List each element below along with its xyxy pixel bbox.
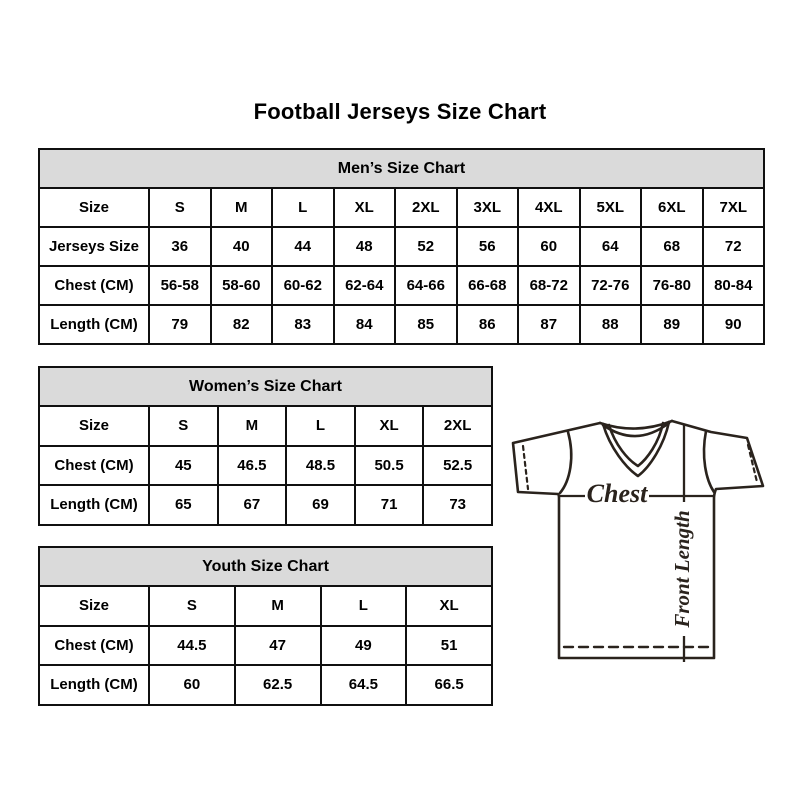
jersey-cuff-dash-left <box>523 446 528 489</box>
value-cell: 85 <box>395 305 457 344</box>
front-length-label: Front Length <box>669 510 694 628</box>
jersey-outline <box>513 421 763 658</box>
value-cell: 66.5 <box>406 665 492 705</box>
value-cell: 44 <box>272 227 334 266</box>
value-cell: 68-72 <box>518 266 580 305</box>
page-title: Football Jerseys Size Chart <box>253 99 547 124</box>
row-label-cell: Length (CM) <box>39 485 149 525</box>
value-cell: 79 <box>149 305 211 344</box>
value-cell: M <box>211 188 273 227</box>
value-cell: S <box>149 188 211 227</box>
value-cell: 6XL <box>641 188 703 227</box>
value-cell: 90 <box>703 305 765 344</box>
chest-label: Chest <box>586 478 648 508</box>
value-cell: 4XL <box>518 188 580 227</box>
value-cell: 46.5 <box>218 446 287 486</box>
row-label-cell: Length (CM) <box>39 665 149 705</box>
value-cell: 72-76 <box>580 266 642 305</box>
row-label-cell: Size <box>39 406 149 446</box>
value-cell: 2XL <box>423 406 492 446</box>
table-row <box>39 305 764 344</box>
value-cell: 49 <box>321 626 407 666</box>
table-row <box>39 665 492 705</box>
table-row <box>39 446 492 486</box>
row-label-cell: Size <box>39 188 149 227</box>
jersey-armhole-seam-right <box>704 431 714 492</box>
value-cell: 3XL <box>457 188 519 227</box>
value-cell: 87 <box>518 305 580 344</box>
table-row <box>39 227 764 266</box>
value-cell: 69 <box>286 485 355 525</box>
table-row <box>39 406 492 446</box>
youth-size-chart <box>38 546 493 706</box>
value-cell: 40 <box>211 227 273 266</box>
row-label-cell: Chest (CM) <box>39 626 149 666</box>
value-cell: 48 <box>334 227 396 266</box>
value-cell: 83 <box>272 305 334 344</box>
value-cell: M <box>218 406 287 446</box>
value-cell: 72 <box>703 227 765 266</box>
value-cell: 48.5 <box>286 446 355 486</box>
jersey-armhole-seam-left <box>560 432 571 493</box>
value-cell: 56-58 <box>149 266 211 305</box>
value-cell: 50.5 <box>355 446 424 486</box>
value-cell: 58-60 <box>211 266 273 305</box>
value-cell: L <box>321 586 407 626</box>
value-cell: 66-68 <box>457 266 519 305</box>
row-label-cell: Size <box>39 586 149 626</box>
value-cell: 60 <box>149 665 235 705</box>
table-row <box>39 586 492 626</box>
value-cell: 82 <box>211 305 273 344</box>
value-cell: S <box>149 406 218 446</box>
mens-table-title: Men’s Size Chart <box>38 148 765 189</box>
value-cell: 76-80 <box>641 266 703 305</box>
value-cell: 52.5 <box>423 446 492 486</box>
value-cell: XL <box>355 406 424 446</box>
value-cell: XL <box>334 188 396 227</box>
value-cell: 36 <box>149 227 211 266</box>
row-label-cell: Chest (CM) <box>39 266 149 305</box>
value-cell: 64 <box>580 227 642 266</box>
value-cell: 56 <box>457 227 519 266</box>
youth-table-grid <box>38 585 493 706</box>
value-cell: 44.5 <box>149 626 235 666</box>
row-label-cell: Chest (CM) <box>39 446 149 486</box>
value-cell: L <box>286 406 355 446</box>
value-cell: 88 <box>580 305 642 344</box>
value-cell: 47 <box>235 626 321 666</box>
row-label-cell: Length (CM) <box>39 305 149 344</box>
value-cell: 64.5 <box>321 665 407 705</box>
value-cell: 67 <box>218 485 287 525</box>
value-cell: 80-84 <box>703 266 765 305</box>
value-cell: 68 <box>641 227 703 266</box>
row-label-cell: Jerseys Size <box>39 227 149 266</box>
value-cell: 60 <box>518 227 580 266</box>
value-cell: 65 <box>149 485 218 525</box>
womens-size-chart <box>38 366 493 526</box>
value-cell: 71 <box>355 485 424 525</box>
value-cell: XL <box>406 586 492 626</box>
table-row <box>39 626 492 666</box>
jersey-measurement-diagram <box>500 400 780 680</box>
value-cell: 62-64 <box>334 266 396 305</box>
value-cell: 2XL <box>395 188 457 227</box>
value-cell: 89 <box>641 305 703 344</box>
womens-table-grid <box>38 405 493 526</box>
value-cell: 64-66 <box>395 266 457 305</box>
value-cell: 84 <box>334 305 396 344</box>
value-cell: 51 <box>406 626 492 666</box>
table-row <box>39 188 764 227</box>
table-row <box>39 485 492 525</box>
value-cell: 86 <box>457 305 519 344</box>
mens-size-chart <box>38 148 765 345</box>
value-cell: 45 <box>149 446 218 486</box>
value-cell: 73 <box>423 485 492 525</box>
value-cell: M <box>235 586 321 626</box>
value-cell: 62.5 <box>235 665 321 705</box>
value-cell: 52 <box>395 227 457 266</box>
womens-table-title: Women’s Size Chart <box>38 366 493 407</box>
value-cell: 60-62 <box>272 266 334 305</box>
youth-table-title: Youth Size Chart <box>38 546 493 587</box>
value-cell: S <box>149 586 235 626</box>
value-cell: 5XL <box>580 188 642 227</box>
table-row <box>39 266 764 305</box>
value-cell: 7XL <box>703 188 765 227</box>
mens-table-grid <box>38 187 765 345</box>
value-cell: L <box>272 188 334 227</box>
